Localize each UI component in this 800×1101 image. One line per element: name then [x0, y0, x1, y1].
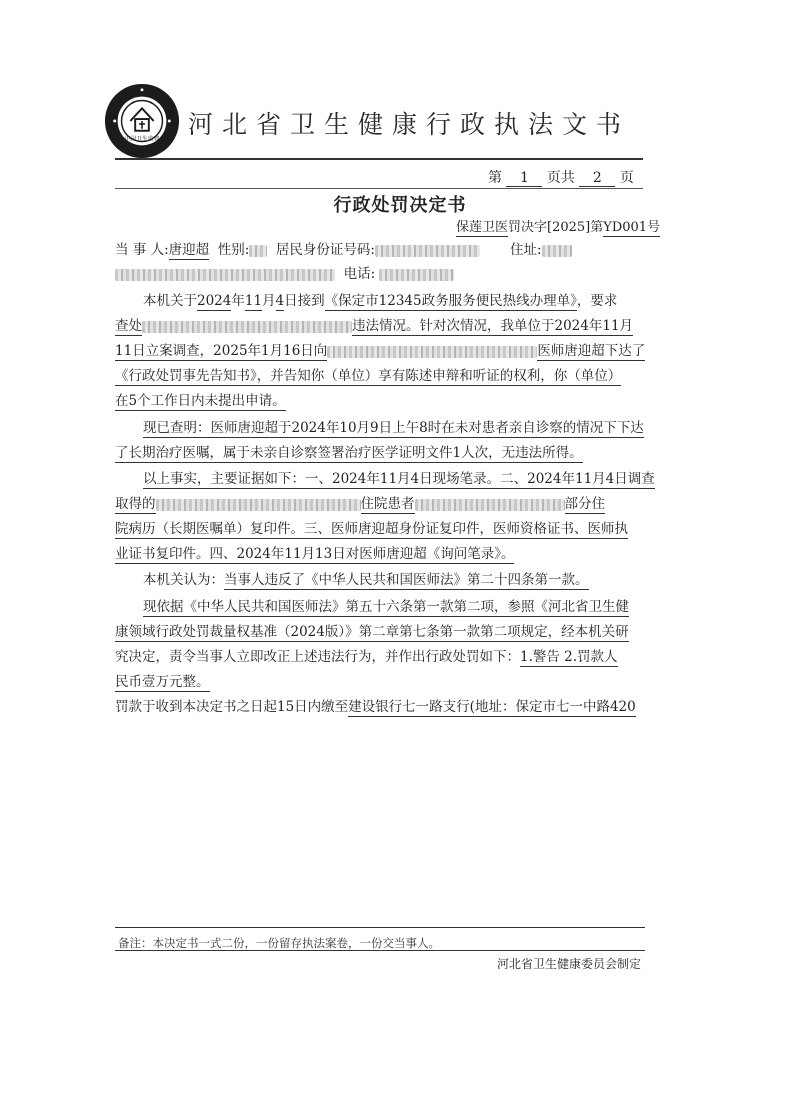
paragraph-3-line-2 — [115, 494, 605, 514]
page-total: 2 — [579, 170, 615, 187]
p3-text: 业证书复印件。四、2024年11月13日对医师唐迎超《询问笔录》。 — [115, 546, 515, 562]
doc-number-suffix: YD001号 — [603, 220, 661, 235]
paragraph-5-line-4 — [115, 672, 210, 692]
footer-note: 备注：本决定书一式二份，一份留存执法案卷，一份交当事人。 — [118, 936, 440, 950]
paragraph-3-line-4 — [115, 544, 514, 564]
p4-text: 当事人违反了《中华人民共和国医师法》第二十四条第一款。 — [224, 572, 589, 588]
p5-penalty-amount: 民币壹万元整。 — [115, 674, 210, 690]
p1-text: 月 — [262, 293, 276, 309]
page-count-middle: 页共 — [546, 170, 575, 186]
paragraph-2-line-1 — [143, 418, 644, 438]
address-label: 住址: — [510, 242, 542, 258]
party-label: 当 事 人: — [115, 242, 169, 258]
p3-text: 以上事实，主要证据如下：一、2024年11月4日现场笔录。二、2024年11月4日调查 — [143, 471, 655, 487]
p4-text: 本机关认为： — [143, 572, 224, 588]
paragraph-5-line-1 — [143, 597, 629, 617]
p6-bank: 建设银行七一路支行(地址：保定市七一中路420 — [348, 699, 636, 715]
phone-label: 电话: — [343, 266, 376, 282]
p1-text: 违法情况。针对次情况，我单位于2024年11月 — [352, 318, 634, 334]
p1-text: 11日立案调查，2025年1月16日向 — [115, 343, 328, 359]
footer-maker: 河北省卫生健康委员会制定 — [497, 957, 642, 971]
redacted-hospital — [142, 321, 352, 333]
p3-text: 院病历（长期医嘱单）复印件。三、医师唐迎超身份证复印件，医师资格证书、医师执 — [115, 521, 628, 537]
header-title: 河北省卫生健康行政执法文书 — [188, 110, 631, 139]
p1-text: ，要求 — [576, 293, 618, 309]
redacted-patient — [415, 499, 565, 511]
party-line-2 — [115, 264, 454, 284]
redacted-address-cont — [115, 269, 335, 281]
p3-text: 住院患者 — [360, 496, 415, 512]
redacted-address — [542, 245, 572, 257]
id-label: 居民身份证号码: — [275, 242, 375, 258]
p1-text: 查处 — [115, 318, 142, 334]
party-line — [115, 240, 572, 260]
p1-month: 11 — [244, 293, 263, 309]
document-number — [456, 216, 660, 235]
paragraph-1-line-1 — [143, 291, 617, 311]
emblem-text: 中国卫生监督 — [124, 136, 160, 143]
paragraph-5-line-3 — [115, 647, 618, 667]
redacted-id — [375, 245, 480, 257]
p3-text: 部分住 — [564, 496, 605, 512]
paragraph-1-line-2 — [115, 316, 633, 336]
header-rule — [115, 158, 643, 160]
footer-rule-bottom — [115, 950, 645, 951]
p1-text: 日接到 — [284, 293, 325, 309]
p3-text: 取得的 — [115, 496, 156, 512]
paragraph-3-line-3 — [115, 519, 628, 539]
page-count-rule — [115, 188, 643, 189]
redacted-hospital-2 — [327, 346, 537, 358]
page-count-suffix: 页 — [619, 170, 634, 186]
p5-text: 究决定，责令当事人立即改正上述违法行为，并作出行政处罚如下： — [115, 649, 520, 665]
p6-text: 罚款于收到本决定书之日起15日内缴至 — [115, 699, 349, 715]
paragraph-5-line-2 — [115, 622, 629, 642]
page-count — [488, 167, 634, 187]
p5-penalty: 1.警告 2.罚款人 — [520, 649, 618, 665]
p1-text: 《行政处罚事先告知书》，并告知你（单位）享有陈述申辩和听证的权利，你（单位） — [115, 368, 622, 384]
paragraph-1-line-5 — [115, 391, 286, 411]
p2-text: 现已查明：医师唐迎超于2024年10月9日上午8时在未对患者亲自诊察的情况下下达 — [143, 420, 644, 436]
party-name: 唐迎超 — [168, 242, 210, 258]
p1-day: 4 — [275, 293, 285, 309]
doc-number-prefix: 保莲卫医 — [456, 220, 509, 235]
p5-text: 康领域行政处罚裁量权基准（2024版）》第二章第七条第一款第二项规定，经本机关研 — [115, 624, 629, 640]
paragraph-3-line-1 — [143, 469, 655, 489]
paragraph-1-line-4 — [115, 366, 621, 386]
p2-text: 了长期治疗医嘱，属于未亲自诊察签署治疗医学证明文件1人次，无违法所得。 — [115, 445, 583, 461]
doc-number-mid: 罚决字[2025]第 — [508, 220, 604, 235]
page-current: 1 — [506, 170, 542, 187]
redacted-gender — [249, 245, 267, 257]
p1-text: 医师唐迎超下达了 — [537, 343, 646, 359]
paragraph-2-line-2 — [115, 443, 583, 463]
p1-source: 《保定市12345政务服务便民热线办理单》 — [324, 293, 577, 309]
redacted-phone — [379, 269, 454, 281]
footer-rule-top — [115, 927, 645, 928]
document-title: 行政处罚决定书 — [333, 195, 467, 216]
p1-text: 年 — [231, 293, 245, 309]
p1-text: 本机关于 — [143, 293, 197, 309]
health-supervision-emblem-icon — [103, 82, 181, 160]
p1-year: 2024 — [197, 293, 232, 309]
paragraph-6 — [115, 697, 636, 717]
p1-text: 在5个工作日内未提出申请。 — [115, 393, 286, 409]
paragraph-4 — [143, 570, 589, 590]
page-count-prefix: 第 — [488, 170, 502, 186]
paragraph-1-line-3 — [115, 341, 645, 361]
redacted-hospital-3 — [156, 499, 361, 511]
p5-text: 现依据《中华人民共和国医师法》第五十六条第一款第二项，参照《河北省卫生健 — [143, 599, 629, 615]
gender-label: 性别: — [217, 242, 250, 258]
